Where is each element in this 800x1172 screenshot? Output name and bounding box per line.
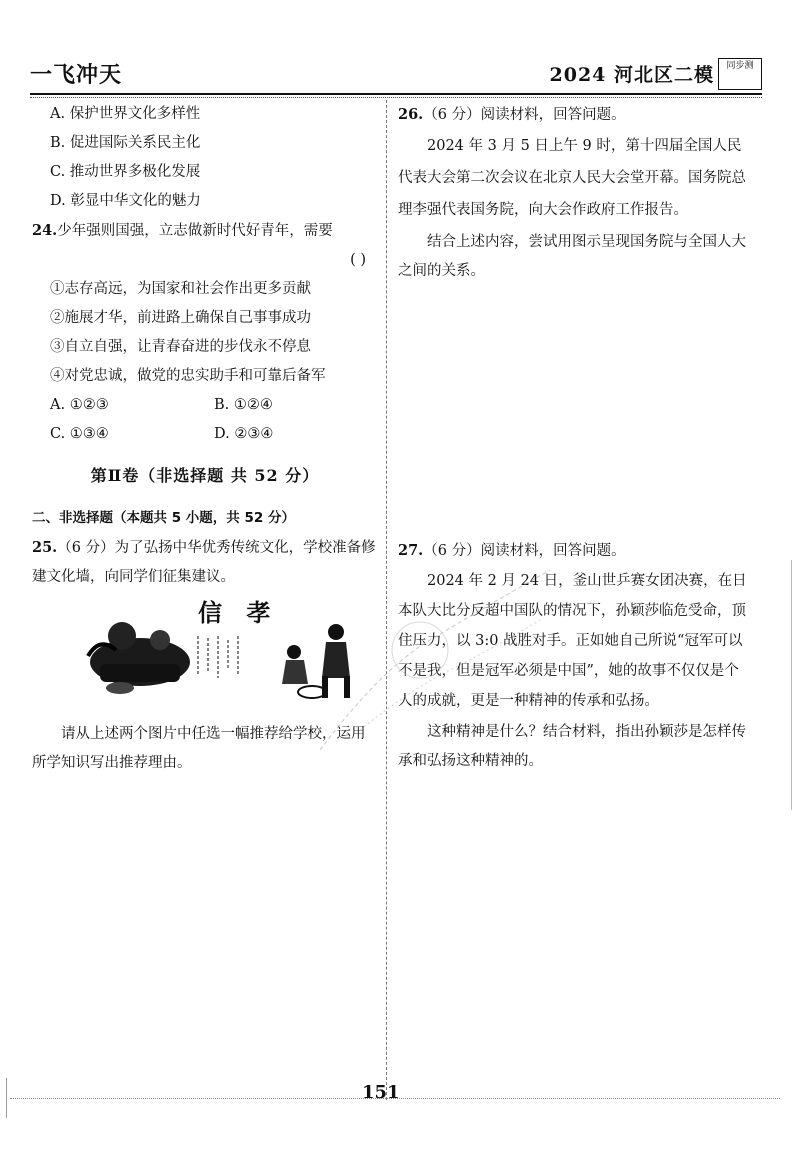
q23-option-d: D. 彰显中华文化的魅力 xyxy=(50,193,201,209)
q26-prompt: 结合上述内容，尝试用图示呈现国务院与全国人大之间的关系。 xyxy=(398,234,746,279)
page-header xyxy=(30,58,762,98)
q24-choice-c: C. ①③④ xyxy=(50,426,109,442)
q23-option-a: A. 保护世界文化多样性 xyxy=(50,106,201,122)
q23-option-c: C. 推动世界多极化发展 xyxy=(50,164,201,180)
q27-material: 2024 年 2 月 24 日，釜山世乒赛女团决赛，在日本队大比分反超中国队的情况下，孙颖莎临危受命，顶住压力，以 3:0 战胜对手。正如她自己所说“冠军可以不是我，但是冠军必须是中国”，她的故事不仅仅是个人的成就，更是一种精神的传承和弘扬。 xyxy=(398,573,747,709)
q25-number: 25. xyxy=(32,539,58,556)
q24-text: 少年强则国强，立志做新时代好青年，需要 xyxy=(57,223,333,239)
q25-prompt: 请从上述两个图片中任选一幅推荐给学校，运用所学知识写出推荐理由。 xyxy=(32,726,366,771)
q25-text: （6 分）为了弘扬中华优秀传统文化，学校准备修建文化墙，向同学们征集建议。 xyxy=(32,540,376,585)
section-subtitle: 二、非选择题（本题共 5 小题，共 52 分） xyxy=(32,510,295,526)
q26-text: （6 分）阅读材料，回答问题。 xyxy=(423,107,626,123)
header-badge: 同步测 xyxy=(718,58,762,90)
brand-logo: 一飞冲天 xyxy=(30,63,123,88)
faint-watermark-stamp xyxy=(300,560,560,760)
q24-choice-b: B. ①②④ xyxy=(214,397,273,413)
q24-choices-row2 xyxy=(32,420,378,449)
q24-answer-paren: ( ) xyxy=(350,252,366,268)
q24-number: 24. xyxy=(32,222,58,239)
header-rule-dotted xyxy=(30,97,762,98)
q27-number: 27. xyxy=(398,542,424,559)
q26-stem xyxy=(398,100,750,130)
q24-choices-row1 xyxy=(32,391,378,420)
exam-title: 2024 河北区二模 xyxy=(549,64,714,86)
page-number: 151 xyxy=(362,1082,400,1103)
q27-text: （6 分）阅读材料，回答问题。 xyxy=(423,543,626,559)
q24-item-1: ①志存高远，为国家和社会作出更多贡献 xyxy=(50,281,311,297)
q24-choice-d: D. ②③④ xyxy=(214,426,274,442)
q26-block xyxy=(398,100,750,286)
figure-title: 信 孝 xyxy=(198,598,279,627)
calligraphy-inscription xyxy=(192,632,252,682)
q24-item-4: ④对党忠诚，做党的忠实助手和可靠后备军 xyxy=(50,368,326,384)
q24-stem xyxy=(32,216,378,246)
q27-prompt: 这种精神是什么？结合材料，指出孙颖莎是怎样传承和弘扬这种精神的。 xyxy=(398,724,746,769)
filial-illustration-left xyxy=(80,606,200,698)
q26-number: 26. xyxy=(398,106,424,123)
page-edge-left xyxy=(6,1078,7,1118)
q23-option-b: B. 促进国际关系民主化 xyxy=(50,135,201,151)
q24-choice-a: A. ①②③ xyxy=(50,397,109,413)
header-rule xyxy=(30,93,762,95)
page-edge-right xyxy=(791,560,792,810)
q24-item-2: ②施展才华，前进路上确保自己事事成功 xyxy=(50,310,311,326)
section-title: 第Ⅱ卷（非选择题 共 52 分） xyxy=(90,466,320,485)
q24-item-3: ③自立自强，让青春奋进的步伐永不停息 xyxy=(50,339,311,355)
q26-material: 2024 年 3 月 5 日上午 9 时，第十四届全国人民代表大会第二次会议在北京人民大会堂开幕。国务院总理李强代表国务院，向大会作政府工作报告。 xyxy=(398,138,746,218)
